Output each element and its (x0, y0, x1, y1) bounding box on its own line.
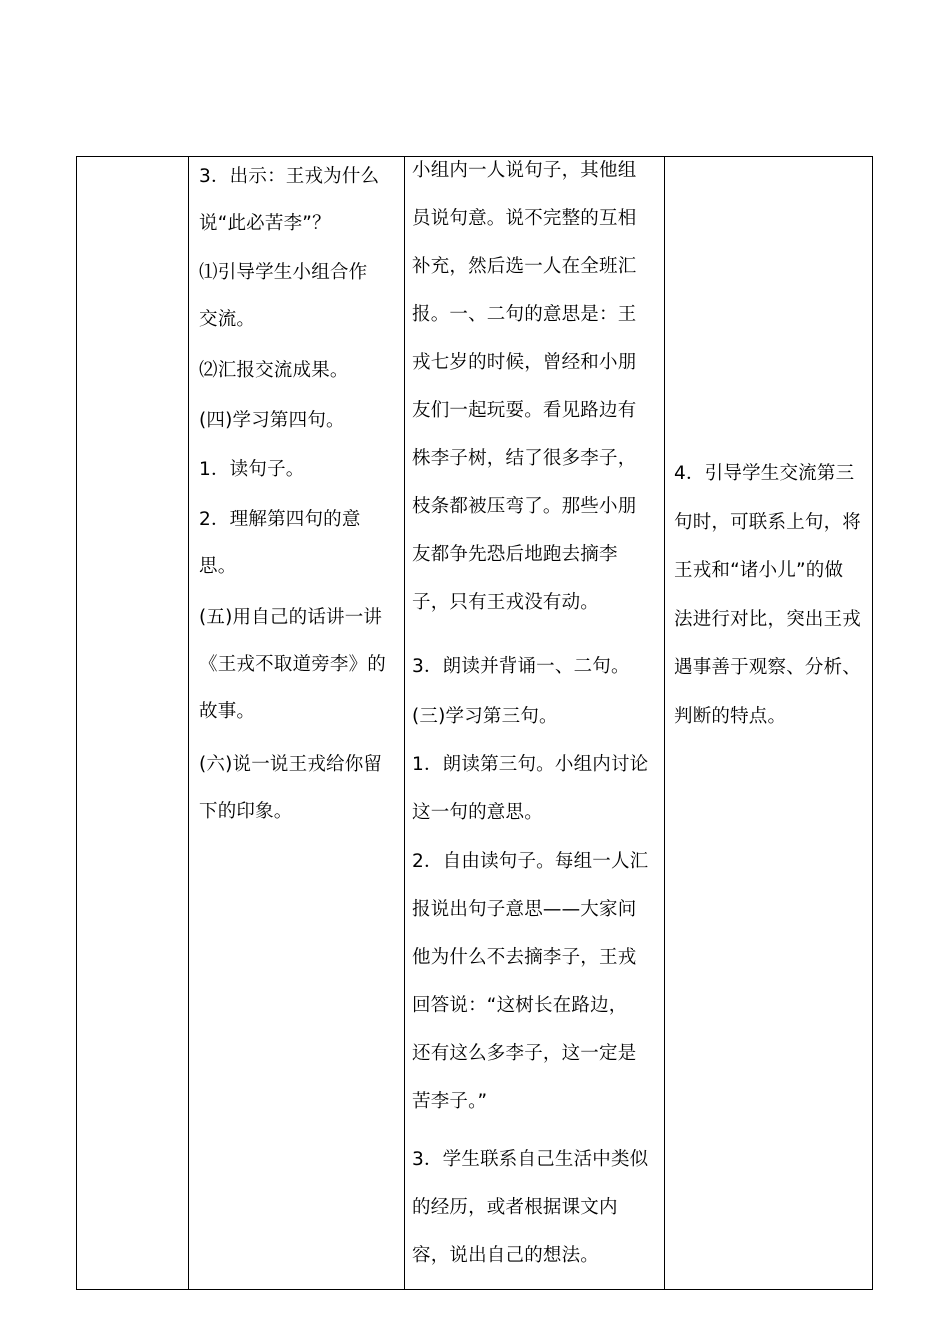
text-line: 的经历，或者根据课文内 (412, 1197, 618, 1218)
text-line: 报说出句子意思——大家问 (412, 899, 637, 920)
text-line: 说“此必苦李”？ (199, 213, 331, 234)
text-line: ⑴引导学生小组合作 (199, 262, 368, 283)
text-line: 报。一、二句的意思是：王 (412, 304, 637, 325)
cell-student-activities (406, 157, 664, 1289)
text-line: 1．朗读第三句。小组内讨论 (412, 754, 649, 775)
text-line: 3．朗读并背诵一、二句。 (412, 656, 630, 677)
cell-column-1 (77, 157, 188, 1289)
text-line: 3．出示：王戎为什么 (199, 166, 380, 187)
text-line: 小组内一人说句子，其他组 (412, 160, 637, 181)
text-line: 补充，然后选一人在全班汇 (412, 256, 637, 277)
text-line: 2．自由读句子。每组一人汇 (412, 851, 649, 872)
text-line: 苦李子。” (412, 1091, 488, 1112)
text-line: 这一句的意思。 (412, 802, 543, 823)
text-line: 3．学生联系自己生活中类似 (412, 1149, 649, 1170)
text-line: 员说句意。说不完整的互相 (412, 208, 637, 229)
cell-teacher-activities (190, 157, 404, 1289)
text-line: 他为什么不去摘李子，王戎 (412, 947, 637, 968)
text-line: 王戎和“诸小儿”的做 (674, 560, 844, 581)
text-line: 4．引导学生交流第三 (674, 463, 855, 484)
text-line: 下的印象。 (199, 801, 293, 822)
text-line: (四)学习第四句。 (199, 410, 345, 431)
text-line: (三)学习第三句。 (412, 706, 558, 727)
text-line: (六)说一说王戎给你留 (199, 754, 383, 775)
text-line: 友都争先恐后地跑去摘李 (412, 544, 618, 565)
text-line: 《王戎不取道旁李》的 (199, 654, 387, 675)
column-divider-3 (664, 157, 665, 1289)
text-line: 戎七岁的时候，曾经和小朋 (412, 352, 637, 373)
text-line: 回答说：“这树长在路边， (412, 995, 628, 1016)
text-line: 1．读句子。 (199, 459, 305, 480)
text-line: 株李子树，结了很多李子， (412, 448, 637, 469)
text-line: 还有这么多李子，这一定是 (412, 1043, 637, 1064)
text-line: ⑵汇报交流成果。 (199, 360, 349, 381)
cell-design-notes (666, 157, 874, 1289)
text-line: 交流。 (199, 309, 256, 330)
text-line: 思。 (199, 556, 237, 577)
text-line: 判断的特点。 (674, 705, 787, 727)
text-line: 法进行对比，突出王戎 (674, 608, 862, 630)
text-line: 子，只有王戎没有动。 (412, 592, 600, 613)
text-line: 友们一起玩耍。看见路边有 (412, 400, 637, 421)
text-line: 故事。 (199, 701, 256, 722)
text-line: (五)用自己的话讲一讲 (199, 607, 383, 628)
text-line: 句时，可联系上句，将 (674, 511, 862, 533)
text-line: 遇事善于观察、分析、 (674, 657, 862, 678)
text-line: 2．理解第四句的意 (199, 509, 361, 530)
column-divider-1 (188, 157, 189, 1289)
text-line: 容，说出自己的想法。 (412, 1245, 600, 1266)
column-divider-2 (404, 157, 405, 1289)
lesson-plan-table (76, 156, 873, 1290)
text-line: 枝条都被压弯了。那些小朋 (412, 496, 637, 517)
